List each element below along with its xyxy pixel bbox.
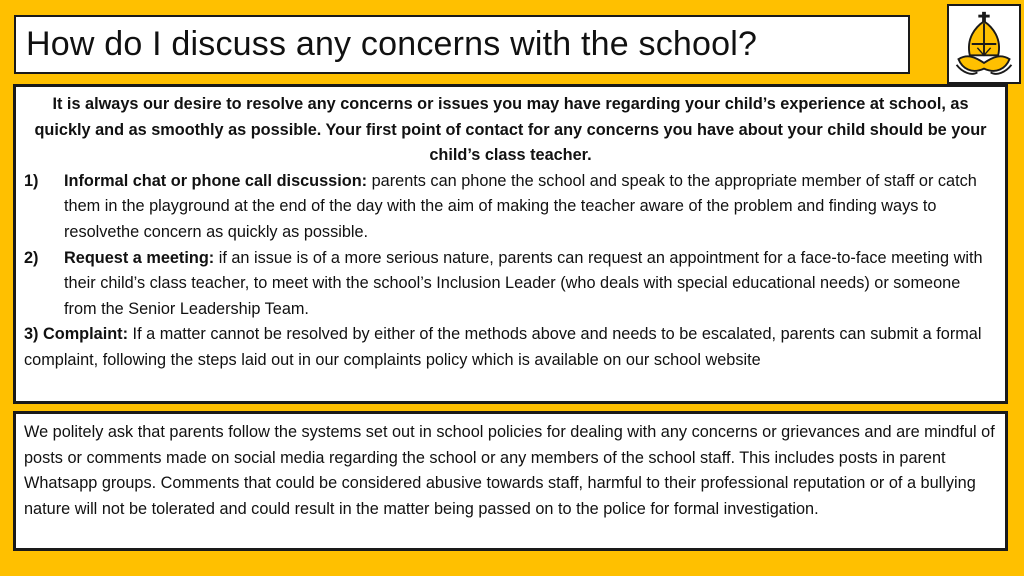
page-title: How do I discuss any concerns with the school? — [26, 25, 758, 63]
school-crest-icon — [949, 6, 1019, 82]
concerns-intro: It is always our desire to resolve any concerns or issues you may have regarding your child’s experience at school, as quickly and as smoothly as possible. Your first point of contact for any concerns you have about your child should be your child’s class teacher. — [34, 95, 987, 165]
list-item-text: if an issue is of a more serious nature, parents can request an appointment for a face-to-face meeting with their child’s class teacher, to meet with the school’s Inclusion Leader (who deals with special educational needs) or someone from the Senior Leadership Team. — [64, 248, 983, 318]
list-item — [24, 169, 997, 246]
school-logo — [947, 4, 1021, 84]
title-box — [14, 15, 910, 74]
complaint-paragraph — [24, 322, 997, 373]
list-item-number: 1) — [24, 171, 39, 190]
list-item-number: 2) — [24, 248, 39, 267]
policy-notice-panel — [13, 411, 1008, 551]
list-item — [24, 246, 997, 323]
complaint-heading: 3) Complaint: — [24, 325, 129, 344]
concerns-panel — [13, 84, 1008, 404]
complaint-text: If a matter cannot be resolved by either of the methods above and needs to be escalated, parents can submit a formal complaint, following the steps laid out in our complaints policy which is available on our school website — [24, 325, 982, 369]
policy-notice-text: We politely ask that parents follow the systems set out in school policies for dealing with any concerns or grievances and are mindful of posts or comments made on social media regarding the school or any members of the school staff. This includes posts in parent Whatsapp groups. Comments that could be considered abusive towards staff, harmful to their professional reputation or of a bullying nature will not be tolerated and could result in the matter being passed on to the police for formal investigation. — [24, 423, 995, 518]
list-item-text: parents can phone the school and speak to the appropriate member of staff or catch them in the playground at the end of the day with the aim of making the teacher aware of the problem and finding ways to resolvethe concern as quickly as possible. — [64, 171, 977, 241]
list-item-heading: Request a meeting: — [64, 248, 215, 267]
list-item-heading: Informal chat or phone call discussion: — [64, 171, 368, 190]
